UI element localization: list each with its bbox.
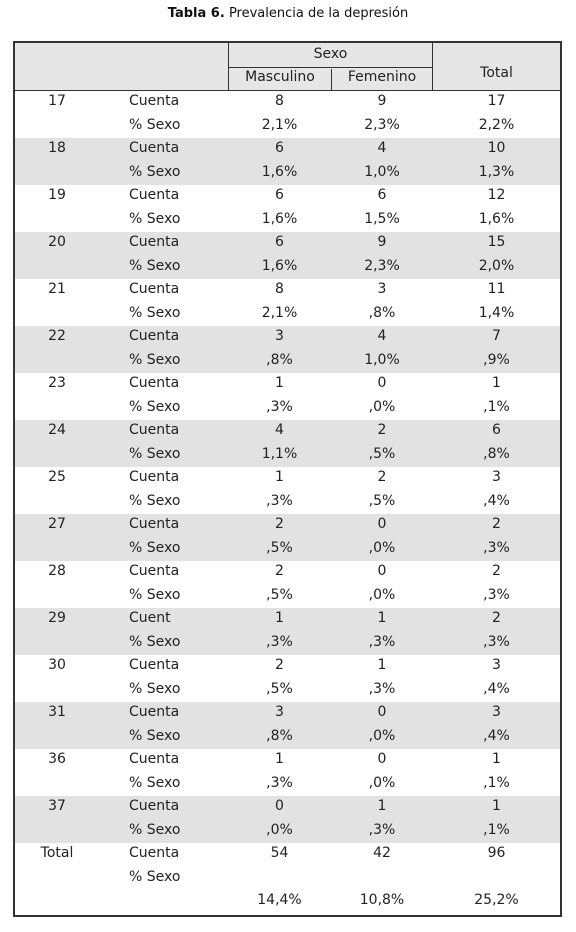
total-percent: 1,3% — [478, 163, 515, 180]
total-percent-label-row — [15, 867, 560, 891]
stat-label: % Sexo — [129, 304, 181, 321]
masculino-count: 54 — [270, 845, 289, 861]
femenino-count: 1 — [377, 610, 387, 626]
total-percent-row — [15, 890, 560, 914]
total-header: Total — [480, 65, 513, 81]
stat-label: Cuenta — [129, 798, 180, 814]
total-percent: 2,0% — [478, 257, 515, 274]
stat-label: Cuenta — [129, 751, 180, 767]
percent-row — [15, 444, 560, 468]
table-row-group — [15, 373, 560, 420]
masculino-percent: 1,1% — [261, 445, 298, 462]
age-cell: 20 — [48, 234, 66, 250]
stat-label: % Sexo — [129, 492, 181, 509]
masculino-count: 2 — [275, 657, 284, 673]
table-row-group — [15, 608, 560, 655]
age-cell: 27 — [48, 516, 66, 532]
masculino-percent: 14,4% — [257, 892, 302, 908]
masculino-percent: ,8% — [266, 727, 293, 744]
masculino-percent: ,5% — [266, 539, 293, 556]
total-count: 15 — [487, 234, 506, 250]
stat-label: Cuenta — [129, 328, 180, 344]
count-row — [15, 232, 560, 256]
table-row-group — [15, 702, 560, 749]
stat-label: Cuenta — [129, 187, 180, 203]
femenino-percent: 2,3% — [364, 116, 400, 133]
total-count: 1 — [492, 375, 501, 391]
total-count: 1 — [492, 798, 501, 814]
femenino-count: 0 — [377, 563, 387, 579]
total-count-row — [15, 843, 560, 867]
total-percent: 1,4% — [478, 304, 515, 321]
table-row-group — [15, 420, 560, 467]
stat-label: % Sexo — [129, 163, 181, 180]
masculino-count: 6 — [275, 140, 284, 156]
table-body — [15, 91, 560, 913]
stat-label: % Sexo — [129, 210, 181, 227]
masculino-count: 1 — [275, 375, 284, 391]
femenino-percent: ,0% — [368, 398, 396, 415]
masculino-percent: 2,1% — [261, 116, 298, 133]
femenino-count: 1 — [377, 798, 387, 814]
femenino-percent: ,0% — [368, 539, 396, 556]
femenino-percent: 1,0% — [364, 163, 400, 180]
masculino-count: 0 — [275, 798, 284, 814]
masculino-count: 1 — [275, 610, 284, 626]
femenino-count: 0 — [377, 375, 387, 391]
femenino-count: 6 — [377, 187, 387, 203]
masculino-percent: ,3% — [266, 774, 293, 791]
masculino-percent: 2,1% — [261, 304, 298, 321]
total-percent: ,3% — [483, 539, 510, 556]
percent-row — [15, 209, 560, 233]
age-cell: 30 — [48, 657, 66, 673]
age-cell: 21 — [48, 281, 66, 297]
count-row — [15, 420, 560, 444]
total-count: 3 — [492, 657, 501, 673]
count-row — [15, 138, 560, 162]
age-cell: 23 — [48, 375, 66, 391]
table-title — [0, 6, 576, 21]
header-divider — [229, 67, 432, 68]
total-count: 96 — [487, 845, 506, 861]
masculino-percent: ,3% — [266, 492, 293, 509]
table-row-group — [15, 91, 560, 138]
table-row-group — [15, 467, 560, 514]
femenino-percent: ,5% — [368, 492, 396, 509]
femenino-count: 0 — [377, 704, 387, 720]
femenino-percent: 1,5% — [364, 210, 400, 227]
masculino-count: 6 — [275, 234, 284, 250]
femenino-percent: ,3% — [368, 633, 396, 650]
age-cell: 31 — [48, 704, 66, 720]
total-row-group — [15, 843, 560, 913]
total-count: 17 — [487, 93, 506, 109]
total-percent: 25,2% — [474, 892, 519, 908]
total-percent: ,1% — [483, 398, 510, 415]
percent-row — [15, 350, 560, 374]
femenino-percent: ,0% — [368, 727, 396, 744]
percent-row — [15, 538, 560, 562]
total-count: 3 — [492, 469, 501, 485]
table-row-group — [15, 185, 560, 232]
count-row — [15, 561, 560, 585]
femenino-count: 0 — [377, 516, 387, 532]
percent-row — [15, 491, 560, 515]
table-header — [15, 43, 560, 91]
table-row-group — [15, 796, 560, 843]
age-cell: 17 — [48, 93, 66, 109]
total-percent: ,1% — [483, 821, 510, 838]
total-percent: ,3% — [483, 586, 510, 603]
table-number: Tabla 6. — [167, 6, 225, 21]
age-cell: 29 — [48, 610, 66, 626]
masculino-count: 2 — [275, 516, 284, 532]
total-count: 2 — [492, 610, 501, 626]
count-row — [15, 373, 560, 397]
total-percent: 2,2% — [478, 116, 515, 133]
stat-label: Cuenta — [129, 281, 180, 297]
percent-row — [15, 162, 560, 186]
stat-label: Cuenta — [129, 140, 180, 156]
total-count: 2 — [492, 516, 501, 532]
count-row — [15, 702, 560, 726]
masculino-count: 3 — [275, 328, 284, 344]
sexo-header-group — [228, 43, 433, 90]
masculino-percent: ,5% — [266, 680, 293, 697]
stat-label: % Sexo — [129, 727, 181, 744]
stat-label: Cuenta — [129, 657, 180, 673]
total-percent: 1,6% — [478, 210, 515, 227]
total-count: 6 — [492, 422, 501, 438]
sexo-header: Sexo — [313, 46, 348, 62]
femenino-percent: 1,0% — [364, 351, 400, 368]
table-row-group — [15, 749, 560, 796]
femenino-count: 9 — [377, 234, 387, 250]
stat-label: % Sexo — [129, 116, 181, 133]
age-cell: 19 — [48, 187, 66, 203]
total-count: 11 — [487, 281, 506, 297]
masculino-count: 8 — [275, 93, 284, 109]
stat-label: Cuenta — [129, 704, 180, 720]
count-row — [15, 796, 560, 820]
femenino-count: 42 — [373, 845, 391, 861]
age-cell: 37 — [48, 798, 66, 814]
percent-row — [15, 585, 560, 609]
stat-label: % Sexo — [129, 351, 181, 368]
femenino-percent: ,0% — [368, 586, 396, 603]
total-percent: ,4% — [483, 492, 510, 509]
stat-label: Cuenta — [129, 563, 180, 579]
stat-label: Cuenta — [129, 375, 180, 391]
femenino-count: 2 — [377, 422, 387, 438]
masculino-percent: ,3% — [266, 398, 293, 415]
count-row — [15, 749, 560, 773]
total-percent: ,3% — [483, 633, 510, 650]
percent-row — [15, 115, 560, 139]
total-count: 1 — [492, 751, 501, 767]
femenino-count: 9 — [377, 93, 387, 109]
table-caption: Prevalencia de la depresión — [228, 6, 409, 21]
count-row — [15, 279, 560, 303]
masculino-header: Masculino — [229, 69, 332, 90]
total-percent: ,8% — [483, 445, 510, 462]
count-row — [15, 326, 560, 350]
total-percent: ,4% — [483, 727, 510, 744]
femenino-percent: ,3% — [368, 680, 396, 697]
masculino-percent: 1,6% — [261, 210, 298, 227]
femenino-percent: 10,8% — [359, 892, 405, 908]
table-row-group — [15, 561, 560, 608]
percent-row — [15, 256, 560, 280]
stat-label: Cuenta — [129, 422, 180, 438]
age-cell: 25 — [48, 469, 66, 485]
stat-label: Cuenta — [129, 516, 180, 532]
table-row-group — [15, 279, 560, 326]
table-row-group — [15, 514, 560, 561]
total-count: 10 — [487, 140, 506, 156]
total-count: 2 — [492, 563, 501, 579]
femenino-percent: ,5% — [368, 445, 396, 462]
count-row — [15, 655, 560, 679]
total-count: 12 — [487, 187, 506, 203]
stat-label: % Sexo — [129, 586, 181, 603]
age-cell: 36 — [48, 751, 66, 767]
age-cell: 22 — [48, 328, 66, 344]
table-row-group — [15, 138, 560, 185]
masculino-percent: ,5% — [266, 586, 293, 603]
stat-label: % Sexo — [129, 398, 181, 415]
percent-row — [15, 679, 560, 703]
masculino-percent: ,3% — [266, 633, 293, 650]
total-percent: ,9% — [483, 351, 510, 368]
stat-label: Cuenta — [129, 469, 180, 485]
age-cell: 18 — [48, 140, 66, 156]
stat-label: % Sexo — [129, 868, 181, 885]
age-cell: 24 — [48, 422, 66, 438]
count-row — [15, 467, 560, 491]
masculino-percent: 1,6% — [261, 257, 298, 274]
femenino-count: 0 — [377, 751, 387, 767]
masculino-percent: ,8% — [266, 351, 293, 368]
total-percent: ,4% — [483, 680, 510, 697]
femenino-count: 2 — [377, 469, 387, 485]
table-frame — [13, 41, 562, 917]
stat-label: Cuenta — [129, 845, 180, 861]
percent-row — [15, 397, 560, 421]
table-row-group — [15, 326, 560, 373]
stat-label: Cuent — [129, 610, 171, 626]
percent-row — [15, 726, 560, 750]
masculino-percent: ,0% — [266, 821, 293, 838]
percent-row — [15, 773, 560, 797]
stat-label: Cuenta — [129, 234, 180, 250]
femenino-count: 1 — [377, 657, 387, 673]
masculino-count: 2 — [275, 563, 284, 579]
masculino-count: 1 — [275, 469, 284, 485]
masculino-count: 3 — [275, 704, 284, 720]
table-row-group — [15, 232, 560, 279]
stat-label: % Sexo — [129, 821, 181, 838]
masculino-count: 1 — [275, 751, 284, 767]
stat-label: % Sexo — [129, 257, 181, 274]
stat-label: % Sexo — [129, 539, 181, 556]
total-count: 7 — [492, 328, 501, 344]
femenino-header: Femenino — [347, 69, 417, 85]
stat-label: % Sexo — [129, 445, 181, 462]
percent-row — [15, 303, 560, 327]
femenino-count: 4 — [377, 328, 387, 344]
masculino-count: 8 — [275, 281, 284, 297]
total-count: 3 — [492, 704, 501, 720]
percent-row — [15, 632, 560, 656]
total-percent: ,1% — [483, 774, 510, 791]
femenino-percent: ,0% — [368, 774, 396, 791]
masculino-count: 4 — [275, 422, 284, 438]
stat-label: % Sexo — [129, 680, 181, 697]
femenino-count: 4 — [377, 140, 387, 156]
femenino-percent: ,8% — [368, 304, 396, 321]
masculino-count: 6 — [275, 187, 284, 203]
percent-row — [15, 820, 560, 844]
femenino-count: 3 — [377, 281, 387, 297]
femenino-percent: 2,3% — [364, 257, 400, 274]
masculino-percent: 1,6% — [261, 163, 298, 180]
count-row — [15, 608, 560, 632]
femenino-percent: ,3% — [368, 821, 396, 838]
stat-label: % Sexo — [129, 774, 181, 791]
count-row — [15, 514, 560, 538]
stat-label: Cuenta — [129, 93, 180, 109]
age-cell: 28 — [48, 563, 66, 579]
count-row — [15, 185, 560, 209]
stat-label: % Sexo — [129, 633, 181, 650]
table-row-group — [15, 655, 560, 702]
count-row — [15, 91, 560, 115]
total-label: Total — [40, 845, 74, 861]
